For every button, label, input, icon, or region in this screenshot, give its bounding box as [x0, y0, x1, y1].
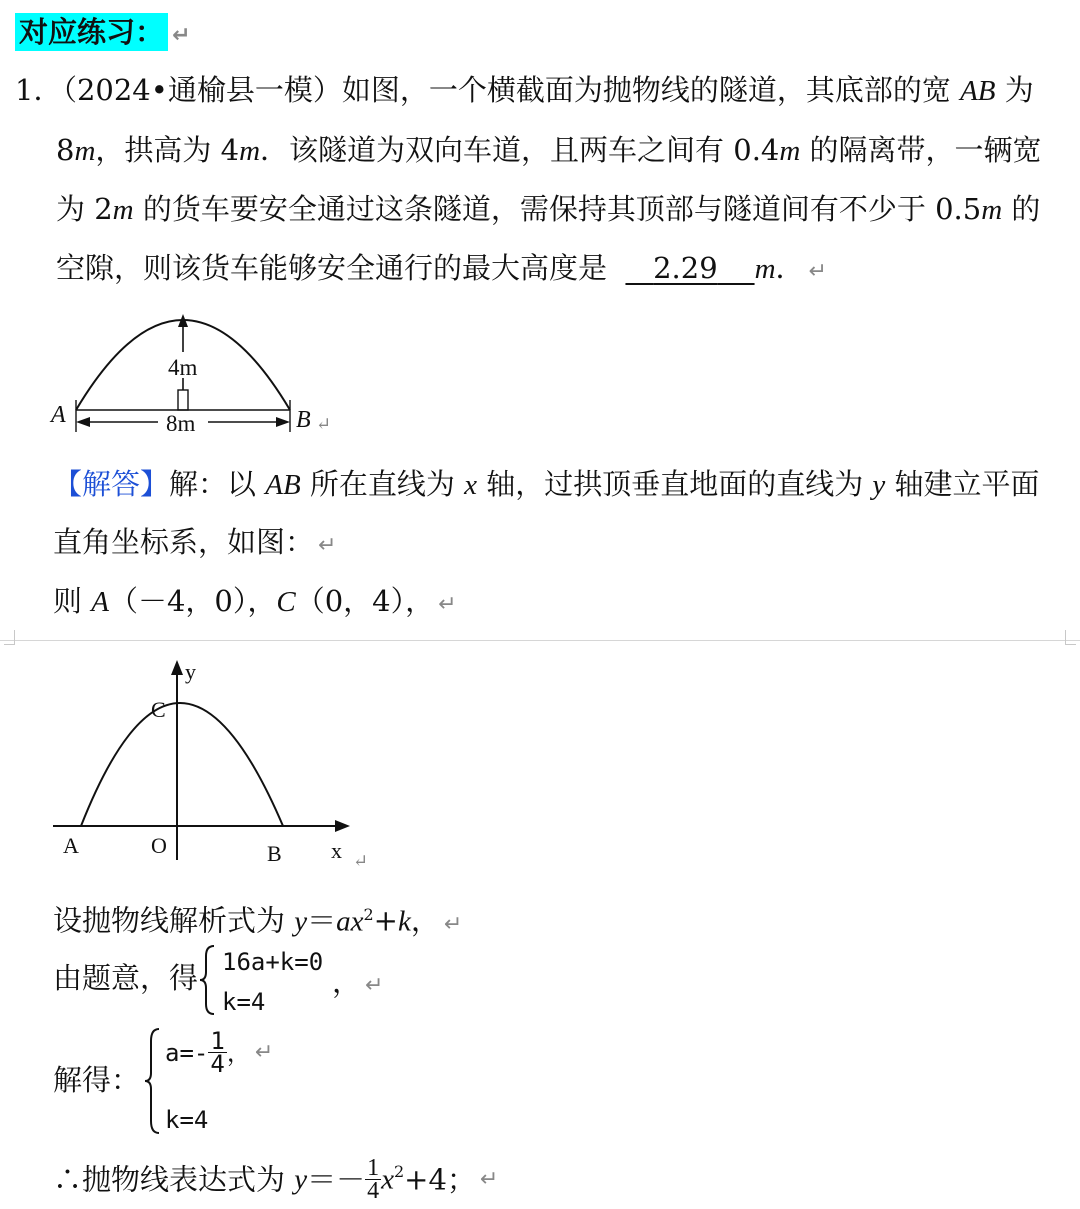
- step-assume-form: 设抛物线解析式为 $y=ax^2+k$， ↵: [53, 903, 463, 938]
- page-corner-right: [1065, 630, 1076, 645]
- system-equation-2: k=4: [222, 988, 266, 1016]
- x-axis-arrow: [335, 820, 350, 832]
- height-label: 4m: [168, 355, 198, 380]
- point-a-label: A: [63, 833, 79, 858]
- coordinate-figure: [45, 655, 385, 870]
- point-c-label: C: [151, 697, 166, 722]
- step-solved-label: 解得：: [53, 1063, 141, 1097]
- y-axis-arrow: [171, 660, 183, 675]
- point-b-label: B: [296, 407, 311, 433]
- solution-k: k=4: [165, 1106, 209, 1134]
- problem-line-1: 1．（2024•通榆县一模）如图，一个横截面为抛物线的隧道，其底部的宽 AB 为: [15, 73, 1034, 107]
- solution-line-2: 直角坐标系，如图： ↵: [53, 525, 337, 559]
- paragraph-mark: ↵: [172, 23, 191, 48]
- problem-line-4: 空隙，则该货车能够安全通行的最大高度是 2.29 m． ↵: [56, 248, 827, 292]
- answer-blank: [625, 248, 754, 288]
- solution-line-1: 【解答】解：以 AB 所在直线为 x 轴，过拱顶垂直地面的直线为 y 轴建立平面: [53, 467, 1040, 501]
- tunnel-figure: [40, 300, 350, 445]
- y-axis-label: y: [185, 659, 196, 684]
- step-conclusion: ∴抛物线表达式为 y＝－ $\frac{1}{4}$ $x^2+4$； ↵: [53, 1155, 499, 1205]
- point-a-label: A: [51, 402, 66, 428]
- paragraph-mark: ↵: [353, 851, 369, 870]
- width-arrowhead-right: [276, 417, 290, 427]
- width-arrowhead-left: [76, 417, 90, 427]
- solution-a: a=- $\frac{1}{4}$ ， ↵: [165, 1027, 274, 1078]
- paragraph-mark: ↵: [254, 1039, 274, 1065]
- paragraph-mark: ↵: [808, 259, 827, 284]
- paragraph-mark: ↵: [479, 1166, 499, 1192]
- fraction-one-quarter: $\frac{1}{4}$: [367, 1155, 380, 1205]
- system-brace: [198, 944, 218, 1016]
- page-corner-left: [4, 630, 15, 645]
- section-heading: [15, 12, 190, 56]
- paragraph-mark: ↵: [365, 973, 384, 998]
- heading-text: 对应练习：: [15, 13, 168, 51]
- solution-tag: 【解答】: [53, 467, 170, 501]
- problem-line-3: 为 2m 的货车要安全通过这条隧道，需保持其顶部与隧道间有不少于 0.5m 的: [56, 192, 1041, 226]
- solution-line-3: 则 A（－4，0），C（0，4）， ↵: [53, 584, 457, 618]
- origin-label: O: [151, 833, 167, 858]
- paragraph-mark: ↵: [318, 533, 337, 558]
- step-system-label: 由题意，得: [53, 961, 199, 995]
- paragraph-mark: ↵: [316, 414, 332, 434]
- page-separator: [0, 640, 1080, 641]
- system-equation-1: 16a+k=0: [222, 948, 324, 976]
- fraction-one-quarter: $\frac{1}{4}$: [210, 1027, 225, 1078]
- paragraph-mark: ↵: [443, 911, 463, 937]
- problem-number: 1．: [15, 73, 63, 107]
- problem-line-2: 8m，拱高为 4m．该隧道为双向车道，且两车之间有 0.4m 的隔离带，一辆宽: [56, 133, 1042, 167]
- right-angle-mark: [178, 390, 188, 410]
- x-axis-label: x: [331, 838, 342, 863]
- solution-brace: [143, 1027, 163, 1135]
- system-end: ， ↵: [332, 965, 384, 999]
- point-b-label: B: [267, 841, 282, 866]
- width-label: 8m: [166, 411, 196, 436]
- paragraph-mark: ↵: [438, 592, 457, 617]
- answer-value: 2.29: [653, 251, 718, 285]
- parabola-curve: [81, 703, 283, 826]
